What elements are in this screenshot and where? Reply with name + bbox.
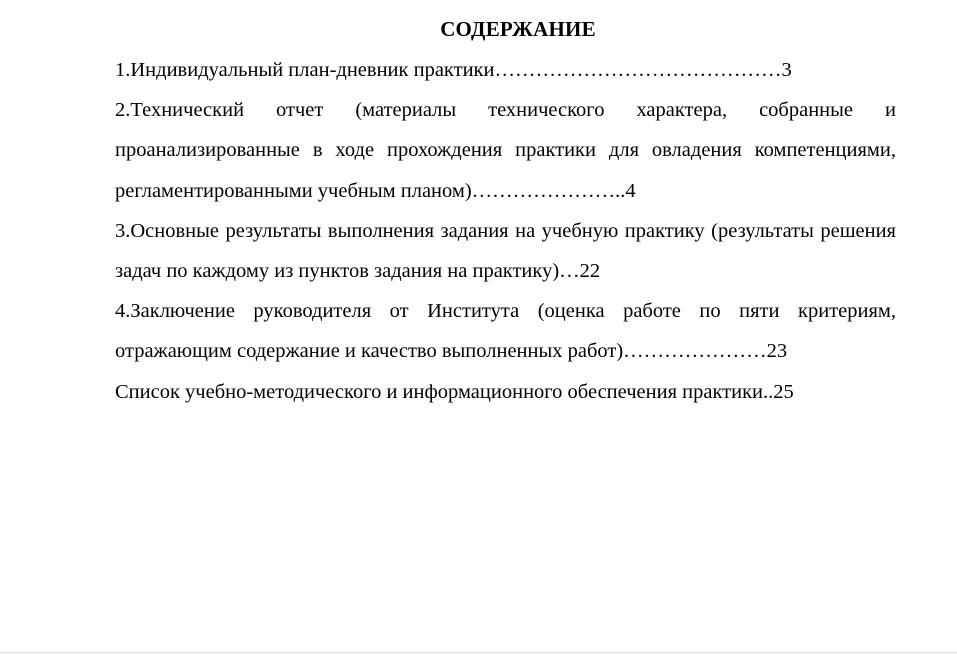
page-title: СОДЕРЖАНИЕ [440,17,596,41]
toc-entry: 3.Основные результаты выполнения задания на учебную практику (результаты решения задач по каждому из пунктов задания на практику)…22 [115,219,896,283]
table-of-contents [115,50,896,412]
toc-entry: 4.Заключение руководителя от Института (оценка работе по пяти критериям, отражающим содержание и качество выполненных работ)…………………23 [115,300,896,363]
toc-entry: 2.Технический отчет (материалы технического характера, собранные и проанализированные в ходе прохождения практики для овладения компетенциями, регламентированными учебным планом)…………………..4 [115,99,896,202]
toc-entry: Список учебно-методического и информационного обеспечения практики..25 [115,380,794,403]
toc-entry: 1.Индивидуальный план-дневник практики……………………………………3 [115,59,792,81]
